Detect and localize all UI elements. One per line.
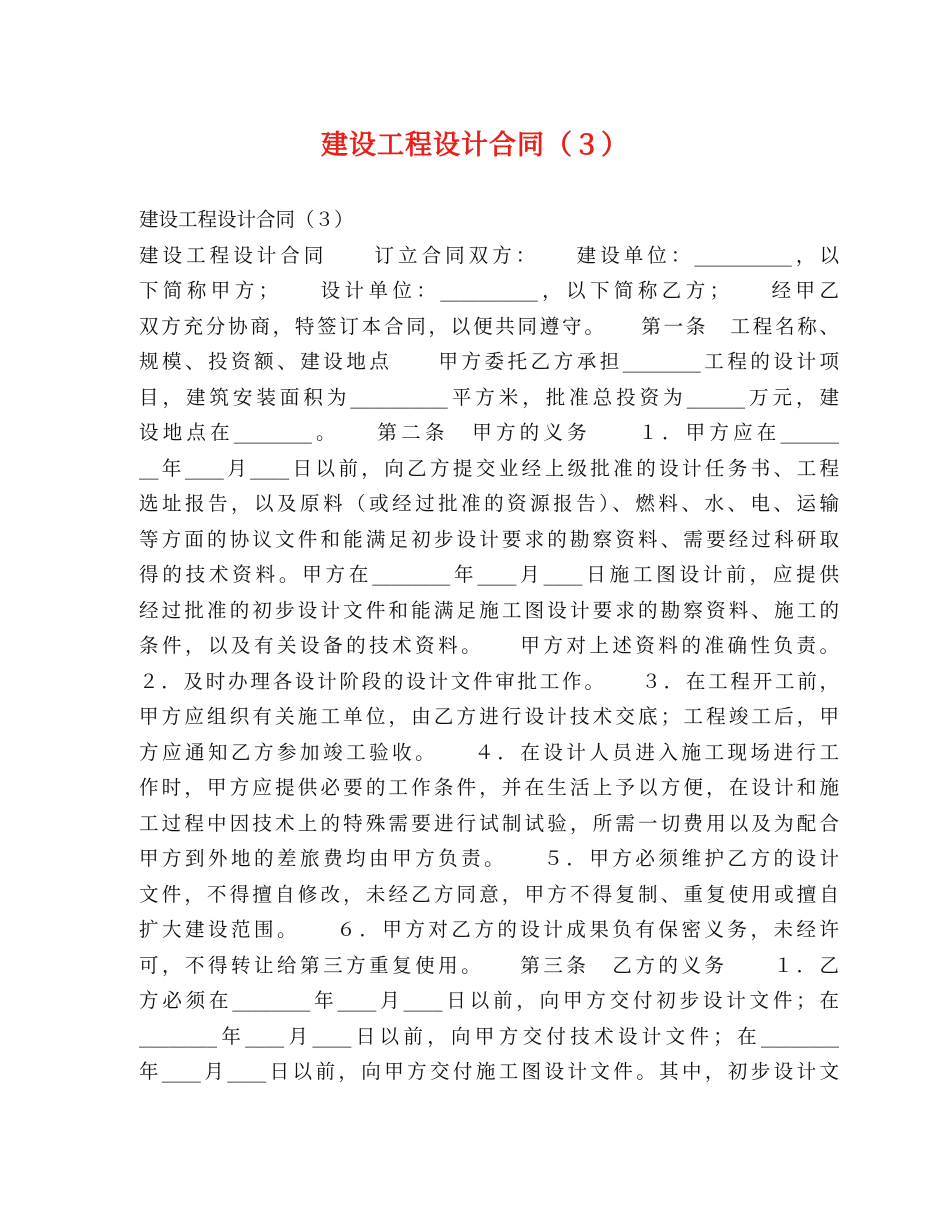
body-line: 经过批准的初步设计文件和能满足施工图设计要求的勘察资料、施工的 bbox=[139, 598, 839, 622]
body-line: 条件，以及有关设备的技术资料。 甲方对上述资料的准确性负责。 bbox=[139, 634, 839, 657]
body-line: 得的技术资料。甲方在________年____月____日施工图设计前，应提供 bbox=[139, 563, 839, 586]
body-line: 甲方到外地的差旅费均由甲方负责。 ５．甲方必须维护乙方的设计 bbox=[139, 847, 839, 870]
body-line: 设地点在________。 第二条 甲方的义务 １．甲方应在______ bbox=[139, 421, 839, 444]
body-line: ________年____月____日以前，向甲方交付技术设计文件；在________ bbox=[139, 1024, 839, 1048]
body-line: 建设工程设计合同 订立合同双方： 建设单位：__________，以 bbox=[139, 243, 839, 267]
body-line: 规模、投资额、建设地点 甲方委托乙方承担________工程的设计项 bbox=[139, 350, 839, 373]
body-line: 方应通知乙方参加竣工验收。 ４．在设计人员进入施工现场进行工 bbox=[139, 740, 839, 764]
body-line: 目，建筑安装面积为__________平方米，批准总投资为______万元，建 bbox=[139, 385, 839, 409]
body-line: 工过程中因技术上的特殊需要进行试制试验，所需一切费用以及为配合 bbox=[139, 811, 839, 835]
body-line: __年____月____日以前，向乙方提交业经上级批准的设计任务书、工程 bbox=[139, 456, 839, 480]
body-line: 双方充分协商，特签订本合同，以便共同遵守。 第一条 工程名称、 bbox=[139, 314, 839, 338]
body-line: 建设工程设计合同（３） bbox=[139, 208, 354, 231]
document-body bbox=[139, 202, 839, 1090]
document-title: 建设工程设计合同（３） bbox=[321, 130, 629, 161]
body-line: 下简称甲方； 设计单位：__________，以下简称乙方； 经甲乙 bbox=[139, 279, 839, 302]
body-line: ２．及时办理各设计阶段的设计文件审批工作。 ３．在工程开工前， bbox=[139, 669, 839, 693]
body-line: 方必须在________年____月____日以前，向甲方交付初步设计文件；在 bbox=[139, 989, 839, 1012]
body-line: 作时，甲方应提供必要的工作条件，并在生活上予以方便，在设计和施 bbox=[139, 776, 839, 799]
body-line: 可，不得转让给第三方重复使用。 第三条 乙方的义务 １．乙 bbox=[139, 953, 839, 977]
body-line: 扩大建设范围。 ６．甲方对乙方的设计成果负有保密义务，未经许 bbox=[139, 918, 839, 941]
body-line: 甲方应组织有关施工单位，由乙方进行设计技术交底；工程竣工后，甲 bbox=[139, 705, 839, 728]
body-line: 年____月____日以前，向甲方交付施工图设计文件。其中，初步设计文 bbox=[139, 1060, 839, 1083]
body-line: 文件，不得擅自修改，未经乙方同意，甲方不得复制、重复使用或擅自 bbox=[139, 882, 839, 906]
body-line: 选址报告，以及原料（或经过批准的资源报告）、燃料、水、电、运输 bbox=[139, 492, 839, 515]
body-line: 等方面的协议文件和能满足初步设计要求的勘察资料、需要经过科研取 bbox=[139, 527, 839, 551]
